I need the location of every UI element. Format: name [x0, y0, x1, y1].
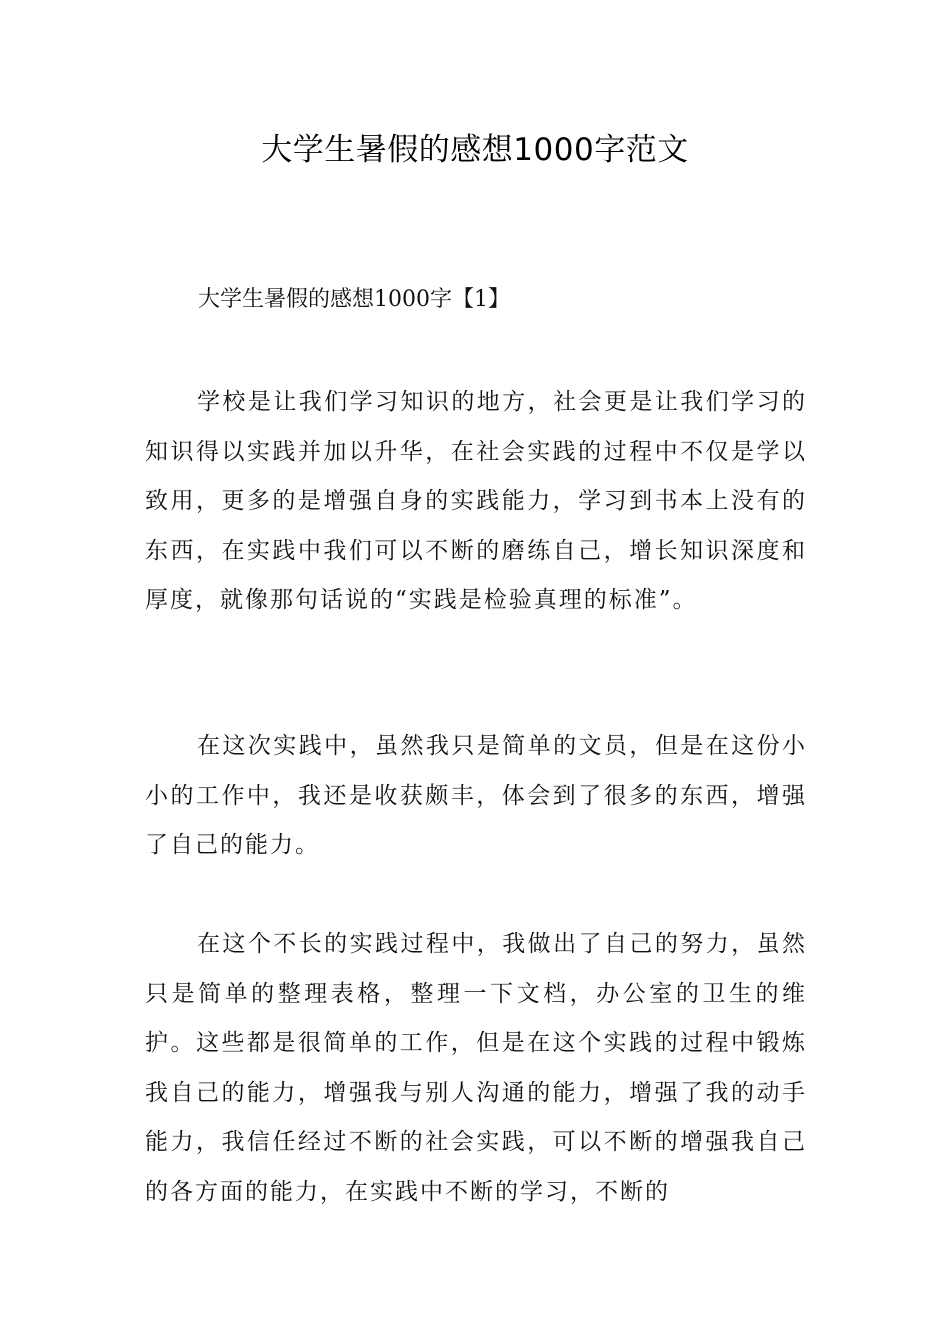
paragraph-2: 在这次实践中，虽然我只是简单的文员，但是在这份小小的工作中，我还是收获颇丰，体会到了很多的东西，增强了自己的能力。 — [145, 733, 807, 858]
paragraph-3: 在这个不长的实践过程中，我做出了自己的努力，虽然只是简单的整理表格，整理一下文档，办公室的卫生的维护。这些都是很简单的工作，但是在这个实践的过程中锻炼我自己的能力，增强我与别人沟通的能力，增强了我的动手能力，我信任经过不断的社会实践，可以不断的增强我自己的各方面的能力，在实践中不断的学习，不断的 — [145, 931, 807, 1205]
paragraph-1: 学校是让我们学习知识的地方，社会更是让我们学习的知识得以实践并加以升华，在社会实践的过程中不仅是学以致用，更多的是增强自身的实践能力，学习到书本上没有的东西，在实践中我们可以不断的磨练自己，增长知识深度和厚度，就像那句话说的“实践是检验真理的标准”。 — [145, 389, 807, 613]
section-heading: 大学生暑假的感想1000字【1】 — [198, 287, 510, 312]
document-title: 大学生暑假的感想1000字范文 — [261, 132, 689, 168]
